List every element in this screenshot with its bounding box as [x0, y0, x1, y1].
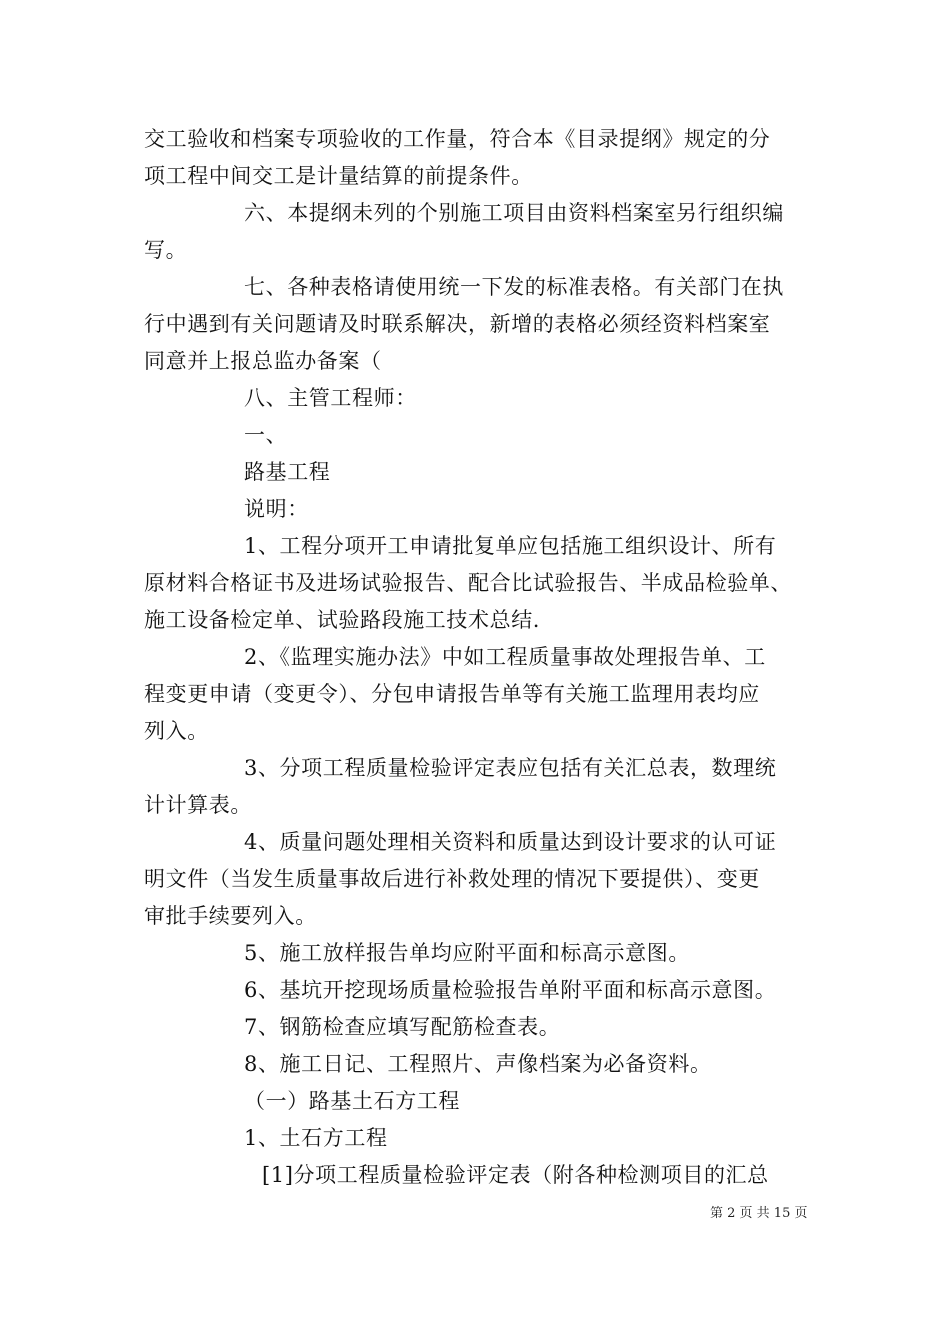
text-line: 交工验收和档案专项验收的工作量，符合本《目录提纲》规定的分	[144, 127, 771, 151]
paragraph	[144, 1009, 814, 1046]
text-line: 1、工程分项开工申请批复单应包括施工组织设计、所有	[244, 534, 777, 558]
page-number-footer: 第 2 页 共 15 页	[710, 1206, 808, 1221]
paragraph	[144, 750, 814, 824]
subsection-item: 1、土石方工程	[244, 1126, 388, 1150]
text-line: 程变更申请（变更令）、分包申请报告单等有关施工监理用表均应	[144, 682, 760, 706]
text-line: 明文件（当发生质量事故后进行补救处理的情况下要提供）、变更	[144, 867, 760, 891]
document-body	[144, 121, 814, 1194]
paragraph	[144, 121, 814, 195]
text-line: 5、施工放样报告单均应附平面和标高示意图。	[244, 941, 690, 965]
subsection-heading: （一）路基土石方工程	[244, 1089, 460, 1113]
section-number: 一、	[244, 423, 288, 447]
paragraph	[144, 491, 814, 528]
paragraph	[144, 1083, 814, 1120]
notes-heading: 说明：	[244, 497, 309, 521]
paragraph	[144, 454, 814, 491]
text-line: 8、施工日记、工程照片、声像档案为必备资料。	[244, 1052, 712, 1076]
text-line: 写。	[144, 238, 188, 262]
paragraph	[144, 269, 814, 380]
text-line: 行中遇到有关问题请及时联系解决，新增的表格必须经资料档案室	[144, 312, 771, 336]
paragraph	[144, 972, 814, 1009]
paragraph	[144, 935, 814, 972]
paragraph	[144, 1046, 814, 1083]
text-line: 审批手续要列入。	[144, 904, 317, 928]
text-line: 计计算表。	[144, 793, 252, 817]
paragraph	[144, 528, 814, 639]
text-line: 八、主管工程师：	[244, 386, 417, 410]
paragraph	[144, 417, 814, 454]
section-heading: 路基工程	[244, 460, 331, 484]
text-line: 4、质量问题处理相关资料和质量达到设计要求的认可证	[244, 830, 777, 854]
text-line: 6、基坑开挖现场质量检验报告单附平面和标高示意图。	[244, 978, 777, 1002]
paragraph	[144, 824, 814, 935]
text-line: 原材料合格证书及进场试验报告、配合比试验报告、半成品检验单、	[144, 571, 792, 595]
paragraph	[144, 1157, 814, 1194]
paragraph	[144, 1120, 814, 1157]
text-line: 施工设备检定单、试验路段施工技术总结.	[144, 608, 541, 632]
text-line: 列入。	[144, 719, 209, 743]
text-line: [1]分项工程质量检验评定表（附各种检测项目的汇总	[262, 1163, 769, 1187]
text-line: 六、本提纲未列的个别施工项目由资料档案室另行组织编	[244, 201, 784, 225]
paragraph	[144, 380, 814, 417]
text-line: 2、《监理实施办法》中如工程质量事故处理报告单、工	[244, 645, 766, 669]
paragraph	[144, 195, 814, 269]
text-line: 3、分项工程质量检验评定表应包括有关汇总表，数理统	[244, 756, 777, 780]
text-line: 7、钢筋检查应填写配筋检查表。	[244, 1015, 561, 1039]
text-line: 项工程中间交工是计量结算的前提条件。	[144, 164, 533, 188]
paragraph	[144, 639, 814, 750]
text-line: 同意并上报总监办备案（	[144, 349, 382, 373]
text-line: 七、各种表格请使用统一下发的标准表格。有关部门在执	[244, 275, 784, 299]
